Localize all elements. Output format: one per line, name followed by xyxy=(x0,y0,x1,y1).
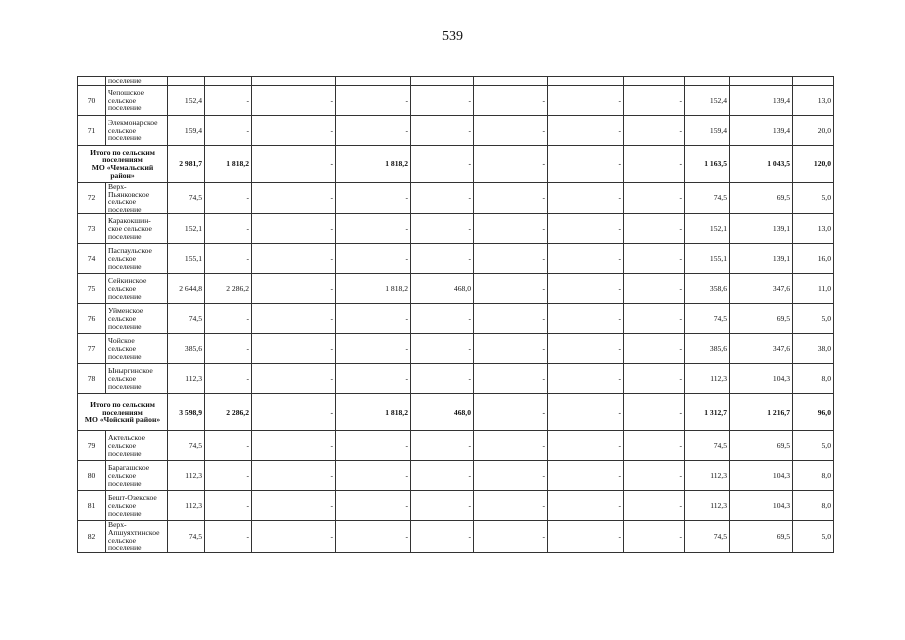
value-cell: 1 163,5 xyxy=(685,146,730,183)
value-cell: 74,5 xyxy=(685,183,730,214)
total-title-line: МО «Чойский район» xyxy=(84,415,161,425)
settlement-name-line: поселение xyxy=(108,381,142,391)
settlement-name-line: поселение xyxy=(108,291,142,301)
value-cell: - xyxy=(252,244,336,274)
value-cell: 2 981,7 xyxy=(168,146,205,183)
value-cell: - xyxy=(474,214,548,244)
settlement-name-line: Чепошское xyxy=(108,88,144,98)
value-cell: 1 818,2 xyxy=(336,146,411,183)
value-cell: 5,0 xyxy=(793,304,834,334)
row-number: 78 xyxy=(78,364,106,394)
settlement-name-line: сельское xyxy=(108,254,137,264)
value-cell: - xyxy=(548,394,624,431)
settlement-name-line: Элекмонарское xyxy=(108,118,158,128)
value-cell: 5,0 xyxy=(793,183,834,214)
settlement-name-line: сельское xyxy=(108,197,137,207)
row-number: 72 xyxy=(78,183,106,214)
value-cell: 13,0 xyxy=(793,214,834,244)
value-cell: - xyxy=(411,146,474,183)
row-number: 75 xyxy=(78,274,106,304)
value-cell: - xyxy=(411,364,474,394)
settlement-name-line: поселение xyxy=(108,103,142,113)
total-row xyxy=(78,394,834,431)
value-cell: 112,3 xyxy=(168,364,205,394)
value-cell: - xyxy=(411,304,474,334)
row-number: 73 xyxy=(78,214,106,244)
settlement-name-line: ское сельское xyxy=(108,224,152,234)
value-cell: - xyxy=(205,334,252,364)
settlement-name-line: поселение xyxy=(108,261,142,271)
value-cell: - xyxy=(474,183,548,214)
value-cell: 112,3 xyxy=(685,461,730,491)
value-cell: - xyxy=(252,334,336,364)
value-cell: 112,3 xyxy=(168,491,205,521)
value-cell: 1 043,5 xyxy=(730,146,793,183)
settlement-name-line: Пьянковское xyxy=(108,189,150,199)
settlement-name xyxy=(106,364,168,394)
value-cell: 155,1 xyxy=(685,244,730,274)
value-cell: 74,5 xyxy=(168,183,205,214)
settlement-name-line: Чойское xyxy=(108,336,135,346)
value-cell: - xyxy=(474,491,548,521)
value-cell: 152,4 xyxy=(685,86,730,116)
total-title-line: Итого по сельским xyxy=(90,399,155,409)
value-cell: 152,1 xyxy=(168,214,205,244)
value-cell: - xyxy=(336,86,411,116)
value-cell: 74,5 xyxy=(685,521,730,552)
settlement-name-line: сельское xyxy=(108,535,137,545)
settlement-name-line: сельское xyxy=(108,284,137,294)
value-cell: 468,0 xyxy=(411,394,474,431)
value-cell: - xyxy=(411,431,474,461)
value-cell: - xyxy=(252,431,336,461)
value-cell: - xyxy=(548,304,624,334)
value-cell: 38,0 xyxy=(793,334,834,364)
continuation-row xyxy=(78,77,834,86)
settlement-name-line: поселение xyxy=(108,204,142,214)
settlement-name xyxy=(106,431,168,461)
row-number: 77 xyxy=(78,334,106,364)
table-row xyxy=(78,183,834,214)
settlement-name-line: поселение xyxy=(108,478,142,488)
settlement-name-line: Бешт-Озекское xyxy=(108,493,157,503)
value-cell: - xyxy=(548,214,624,244)
row-number: 82 xyxy=(78,521,106,552)
value-cell: 112,3 xyxy=(168,461,205,491)
value-cell: - xyxy=(474,274,548,304)
settlement-name xyxy=(106,461,168,491)
value-cell: - xyxy=(205,86,252,116)
value-cell: - xyxy=(252,183,336,214)
value-cell: 8,0 xyxy=(793,491,834,521)
settlement-name-line: Ыныргинское xyxy=(108,366,153,376)
value-cell: - xyxy=(548,461,624,491)
table-row xyxy=(78,274,834,304)
value-cell: - xyxy=(548,431,624,461)
value-cell: 139,4 xyxy=(730,116,793,146)
value-cell: 152,1 xyxy=(685,214,730,244)
value-cell: 104,3 xyxy=(730,461,793,491)
value-cell: - xyxy=(474,244,548,274)
settlement-name-line: Паспаульское xyxy=(108,246,152,256)
settlement-name-line: поселение xyxy=(108,321,142,331)
settlement-name xyxy=(106,183,168,214)
value-cell: - xyxy=(474,334,548,364)
value-cell: - xyxy=(205,116,252,146)
settlement-name-line: Верх- xyxy=(108,182,127,191)
total-title-line: поселениям xyxy=(102,407,143,417)
total-title-line: Итого по сельским xyxy=(90,147,155,157)
value-cell: 69,5 xyxy=(730,183,793,214)
row-number: 76 xyxy=(78,304,106,334)
table-row xyxy=(78,86,834,116)
value-cell: 139,1 xyxy=(730,214,793,244)
value-cell: - xyxy=(624,214,685,244)
settlement-name-line: Каракокшин- xyxy=(108,216,151,226)
table-row xyxy=(78,431,834,461)
value-cell: 74,5 xyxy=(168,521,205,552)
settlement-name xyxy=(106,334,168,364)
value-cell: - xyxy=(411,86,474,116)
value-cell: - xyxy=(336,334,411,364)
value-cell: 5,0 xyxy=(793,431,834,461)
value-cell: 152,4 xyxy=(168,86,205,116)
value-cell: - xyxy=(474,364,548,394)
row-number: 81 xyxy=(78,491,106,521)
total-row xyxy=(78,146,834,183)
value-cell: - xyxy=(336,183,411,214)
settlement-name-line: сельское xyxy=(108,501,137,511)
value-cell: - xyxy=(336,491,411,521)
row-number: 71 xyxy=(78,116,106,146)
value-cell: 112,3 xyxy=(685,364,730,394)
value-cell: - xyxy=(624,334,685,364)
value-cell: - xyxy=(548,146,624,183)
value-cell: - xyxy=(548,116,624,146)
value-cell: - xyxy=(205,214,252,244)
value-cell: 2 286,2 xyxy=(205,394,252,431)
value-cell: - xyxy=(624,394,685,431)
value-cell: 120,0 xyxy=(793,146,834,183)
value-cell: 159,4 xyxy=(168,116,205,146)
value-cell: 385,6 xyxy=(685,334,730,364)
settlement-name-line: сельское xyxy=(108,125,137,135)
value-cell: 2 644,8 xyxy=(168,274,205,304)
value-cell: - xyxy=(252,304,336,334)
settlement-name-line: Сейкинское xyxy=(108,276,147,286)
table-row xyxy=(78,461,834,491)
value-cell: - xyxy=(252,521,336,552)
settlement-name xyxy=(106,244,168,274)
value-cell: 74,5 xyxy=(168,304,205,334)
value-cell: - xyxy=(336,116,411,146)
settlement-name-line: сельское xyxy=(108,314,137,324)
total-title-line: МО «Чемальский xyxy=(91,163,154,172)
table-row xyxy=(78,304,834,334)
value-cell: 69,5 xyxy=(730,521,793,552)
row-number: 70 xyxy=(78,86,106,116)
value-cell: 1 818,2 xyxy=(336,274,411,304)
value-cell: - xyxy=(624,461,685,491)
settlement-name-line: поселение xyxy=(108,133,142,143)
value-cell: 74,5 xyxy=(685,431,730,461)
value-cell: - xyxy=(411,334,474,364)
value-cell: - xyxy=(474,431,548,461)
row-number: 74 xyxy=(78,244,106,274)
value-cell: 5,0 xyxy=(793,521,834,552)
settlement-name-line: сельское xyxy=(108,471,137,481)
value-cell: - xyxy=(411,461,474,491)
cell-num xyxy=(78,77,106,86)
value-cell: - xyxy=(336,521,411,552)
value-cell: 347,6 xyxy=(730,334,793,364)
value-cell: - xyxy=(205,491,252,521)
value-cell: 1 818,2 xyxy=(205,146,252,183)
value-cell: - xyxy=(336,244,411,274)
value-cell: 358,6 xyxy=(685,274,730,304)
value-cell: 11,0 xyxy=(793,274,834,304)
value-cell: - xyxy=(624,116,685,146)
value-cell: - xyxy=(474,116,548,146)
value-cell: 139,1 xyxy=(730,244,793,274)
value-cell: 468,0 xyxy=(411,274,474,304)
value-cell: 1 216,7 xyxy=(730,394,793,431)
settlement-name-line: поселение xyxy=(108,231,142,241)
value-cell: 112,3 xyxy=(685,491,730,521)
table-row xyxy=(78,244,834,274)
value-cell: - xyxy=(411,521,474,552)
settlement-name-line: сельское xyxy=(108,95,137,105)
value-cell: - xyxy=(252,461,336,491)
value-cell: 69,5 xyxy=(730,431,793,461)
value-cell: - xyxy=(624,364,685,394)
settlement-name-line: сельское xyxy=(108,374,137,384)
value-cell: 8,0 xyxy=(793,364,834,394)
value-cell: - xyxy=(205,364,252,394)
value-cell: 8,0 xyxy=(793,461,834,491)
value-cell: - xyxy=(205,431,252,461)
settlement-name-line: Актельское xyxy=(108,433,145,443)
value-cell: - xyxy=(411,183,474,214)
value-cell: - xyxy=(474,394,548,431)
value-cell: 2 286,2 xyxy=(205,274,252,304)
value-cell: - xyxy=(252,146,336,183)
settlement-name-line: поселение xyxy=(108,448,142,458)
settlement-name-line: Апшуяхтинское xyxy=(108,527,160,537)
value-cell: 104,3 xyxy=(730,491,793,521)
value-cell: - xyxy=(411,116,474,146)
table-body xyxy=(78,77,834,553)
value-cell: - xyxy=(624,304,685,334)
settlement-name-line: Верх- xyxy=(108,520,127,530)
table-row xyxy=(78,521,834,552)
value-cell: - xyxy=(548,86,624,116)
value-cell: - xyxy=(411,244,474,274)
value-cell: 155,1 xyxy=(168,244,205,274)
value-cell: - xyxy=(624,146,685,183)
value-cell: - xyxy=(252,116,336,146)
value-cell: - xyxy=(548,491,624,521)
value-cell: - xyxy=(336,461,411,491)
settlement-name-line: сельское xyxy=(108,344,137,354)
cell-name: поселение xyxy=(106,77,168,86)
table-row xyxy=(78,214,834,244)
value-cell: - xyxy=(252,274,336,304)
row-number: 79 xyxy=(78,431,106,461)
table-row xyxy=(78,364,834,394)
value-cell: - xyxy=(474,146,548,183)
budget-table xyxy=(77,76,834,553)
value-cell: - xyxy=(624,183,685,214)
value-cell: - xyxy=(336,214,411,244)
value-cell: - xyxy=(205,461,252,491)
value-cell: 347,6 xyxy=(730,274,793,304)
settlement-name-line: Барагашское xyxy=(108,463,150,473)
settlement-name-line: поселение xyxy=(108,351,142,361)
settlement-name-line: поселение xyxy=(108,543,142,553)
value-cell: - xyxy=(548,274,624,304)
value-cell: 139,4 xyxy=(730,86,793,116)
value-cell: 385,6 xyxy=(168,334,205,364)
value-cell: 16,0 xyxy=(793,244,834,274)
settlement-name xyxy=(106,491,168,521)
value-cell: - xyxy=(336,364,411,394)
value-cell: - xyxy=(624,86,685,116)
settlement-name-line: Уйменское xyxy=(108,306,144,316)
settlement-name-line: сельское xyxy=(108,441,137,451)
value-cell: 159,4 xyxy=(685,116,730,146)
value-cell: 74,5 xyxy=(685,304,730,334)
settlement-name xyxy=(106,521,168,552)
value-cell: - xyxy=(474,86,548,116)
value-cell: - xyxy=(474,461,548,491)
table-row xyxy=(78,116,834,146)
value-cell: - xyxy=(252,214,336,244)
value-cell: - xyxy=(624,244,685,274)
total-title-line: район» xyxy=(110,170,135,180)
value-cell: - xyxy=(411,491,474,521)
settlement-name xyxy=(106,86,168,116)
value-cell: - xyxy=(336,431,411,461)
total-title-line: поселениям xyxy=(102,155,143,165)
value-cell: - xyxy=(252,86,336,116)
value-cell: - xyxy=(252,491,336,521)
value-cell: - xyxy=(205,183,252,214)
value-cell: - xyxy=(474,304,548,334)
value-cell: 3 598,9 xyxy=(168,394,205,431)
value-cell: - xyxy=(336,304,411,334)
value-cell: - xyxy=(548,183,624,214)
total-title xyxy=(78,146,168,183)
value-cell: - xyxy=(205,304,252,334)
value-cell: 74,5 xyxy=(168,431,205,461)
settlement-name xyxy=(106,214,168,244)
settlement-name-line: поселение xyxy=(108,508,142,518)
value-cell: - xyxy=(252,394,336,431)
value-cell: 13,0 xyxy=(793,86,834,116)
settlement-name xyxy=(106,274,168,304)
value-cell: - xyxy=(624,521,685,552)
value-cell: - xyxy=(624,491,685,521)
value-cell: 1 312,7 xyxy=(685,394,730,431)
value-cell: - xyxy=(548,521,624,552)
table-row xyxy=(78,334,834,364)
page-number: 539 xyxy=(442,29,463,44)
value-cell: - xyxy=(205,244,252,274)
value-cell: - xyxy=(624,274,685,304)
value-cell: - xyxy=(548,334,624,364)
value-cell: 20,0 xyxy=(793,116,834,146)
value-cell: - xyxy=(411,214,474,244)
value-cell: - xyxy=(205,521,252,552)
settlement-name xyxy=(106,304,168,334)
value-cell: 1 818,2 xyxy=(336,394,411,431)
table-row xyxy=(78,491,834,521)
value-cell: - xyxy=(548,364,624,394)
value-cell: - xyxy=(624,431,685,461)
row-number: 80 xyxy=(78,461,106,491)
total-title xyxy=(78,394,168,431)
value-cell: 69,5 xyxy=(730,304,793,334)
value-cell: - xyxy=(252,364,336,394)
settlement-name xyxy=(106,116,168,146)
value-cell: - xyxy=(548,244,624,274)
value-cell: 104,3 xyxy=(730,364,793,394)
value-cell: - xyxy=(474,521,548,552)
value-cell: 96,0 xyxy=(793,394,834,431)
